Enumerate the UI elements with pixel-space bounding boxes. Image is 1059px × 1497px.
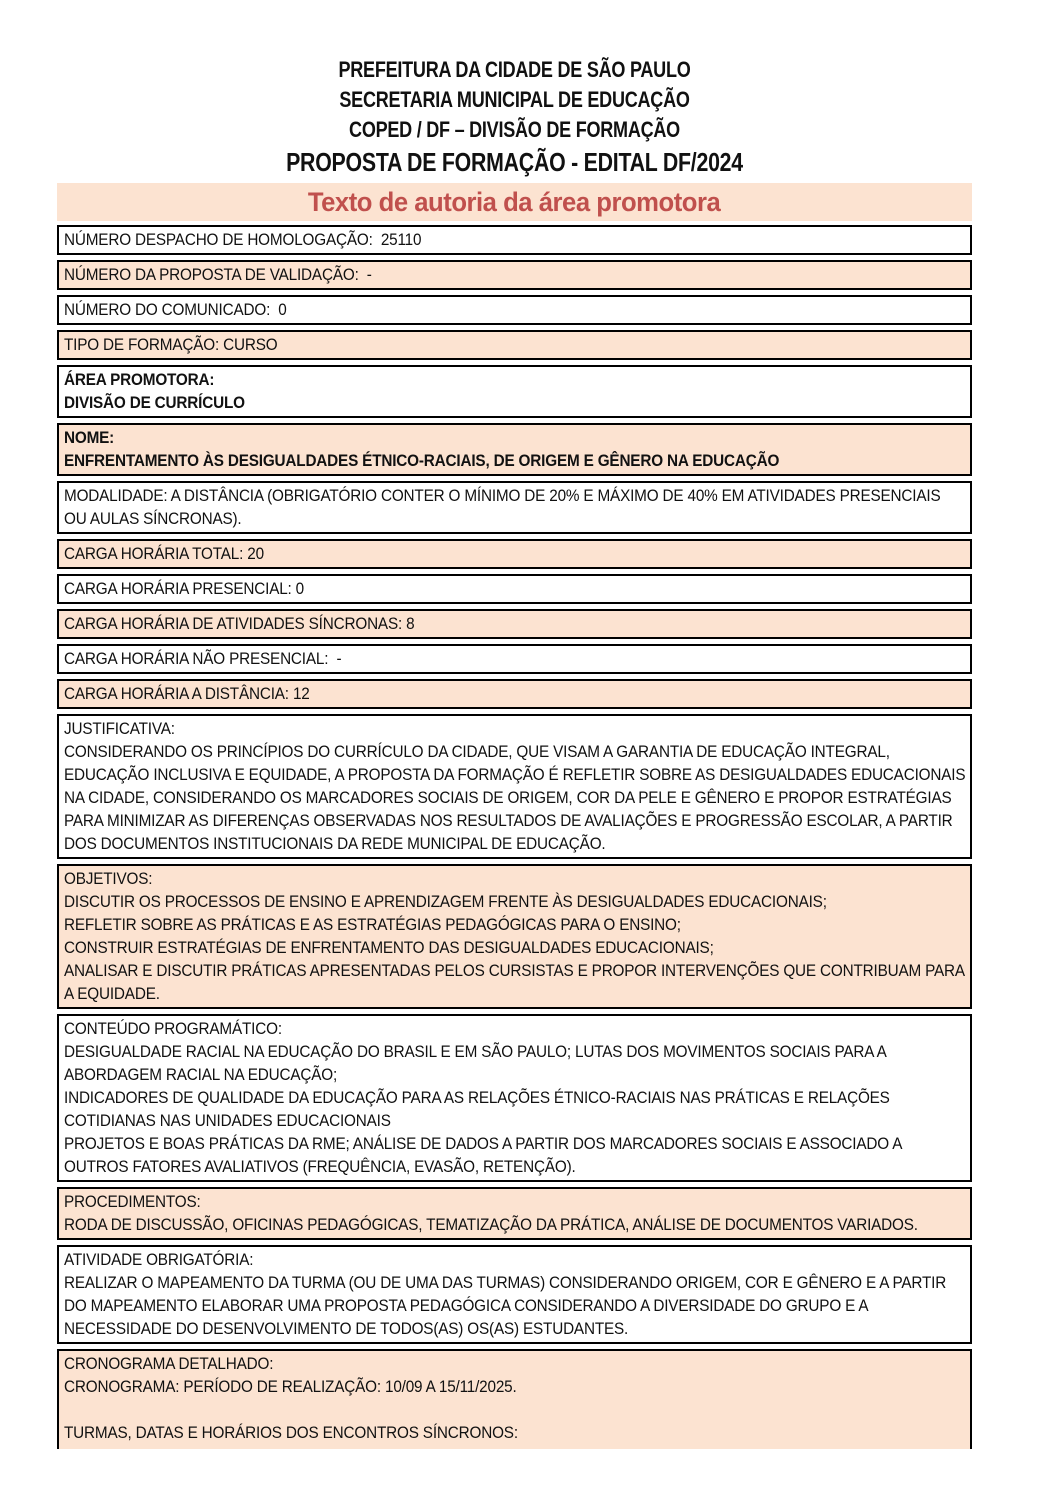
- carga-horaria-sincronas-text: CARGA HORÁRIA DE ATIVIDADES SÍNCRONAS: 8: [64, 614, 415, 633]
- header-line-prefeitura: PREFEITURA DA CIDADE DE SÃO PAULO: [338, 57, 691, 82]
- carga-horaria-presencial-text: CARGA HORÁRIA PRESENCIAL: 0: [64, 579, 305, 598]
- numero-despacho-homologacao-text: NÚMERO DESPACHO DE HOMOLOGAÇÃO: 25110: [64, 230, 422, 249]
- carga-horaria-nao-presencial-text: CARGA HORÁRIA NÃO PRESENCIAL: -: [64, 649, 342, 668]
- carga-horaria-total-row: [57, 539, 972, 569]
- carga-horaria-nao-presencial-row: [57, 644, 972, 674]
- tipo-formacao-text: TIPO DE FORMAÇÃO: CURSO: [64, 335, 278, 354]
- cronograma-detalhado-text: CRONOGRAMA DETALHADO: CRONOGRAMA: PERÍODO DE REALIZAÇÃO: 10/09 A 15/11/2025. TURMAS, DATAS E HORÁRIOS DOS ENCONTROS SÍNCRONOS:: [64, 1354, 518, 1442]
- objetivos-text: OBJETIVOS: DISCUTIR OS PROCESSOS DE ENSINO E APRENDIZAGEM FRENTE ÀS DESIGUALDADES EDUCACIONAIS; REFLETIR SOBRE AS PRÁTICAS E AS ESTRATÉGIAS PEDAGÓGICAS PARA O ENSINO; CONSTRUIR ESTRATÉGIAS DE ENFRENTAMENTO DAS DESIGUALDADES EDUCACIONAIS; ANALISAR E DISCUTIR PRÁTICAS APRESENTADAS PELOS CURSISTAS E PROPOR INTERVENÇÕES QUE CONTRIBUAM PARA A EQUIDADE.: [64, 869, 965, 1003]
- header-line-secretaria: SECRETARIA MUNICIPAL DE EDUCAÇÃO: [339, 87, 690, 112]
- procedimentos-text: PROCEDIMENTOS: RODA DE DISCUSSÃO, OFICINAS PEDAGÓGICAS, TEMATIZAÇÃO DA PRÁTICA, ANÁLISE DE DOCUMENTOS VARIADOS.: [64, 1192, 918, 1234]
- carga-horaria-presencial-row: [57, 574, 972, 604]
- header-line-proposta: PROPOSTA DE FORMAÇÃO - EDITAL DF/2024: [286, 147, 743, 177]
- conteudo-programatico-row: [57, 1014, 972, 1182]
- authorship-banner: [57, 183, 972, 221]
- carga-horaria-sincronas-row: [57, 609, 972, 639]
- modalidade-row: [57, 481, 972, 534]
- cronograma-detalhado-row: [57, 1349, 972, 1449]
- atividade-obrigatoria-text: ATIVIDADE OBRIGATÓRIA: REALIZAR O MAPEAMENTO DA TURMA (OU DE UMA DAS TURMAS) CONSIDERANDO ORIGEM, COR E GÊNERO E A PARTIR DO MAPEAMENTO ELABORAR UMA PROPOSTA PEDAGÓGICA CONSIDERANDO A DIVERSIDADE DO GRUPO E A NECESSIDADE DO DESENVOLVIMENTO DE TODOS(AS) OS(AS) ESTUDANTES.: [64, 1250, 947, 1338]
- area-promotora-row: [57, 365, 972, 418]
- form-rows: [57, 225, 972, 1449]
- numero-proposta-validacao-row: [57, 260, 972, 290]
- carga-horaria-distancia-text: CARGA HORÁRIA A DISTÂNCIA: 12: [64, 684, 310, 703]
- document-header: [139, 0, 889, 179]
- nome-text: NOME: ENFRENTAMENTO ÀS DESIGUALDADES ÉTNICO-RACIAIS, DE ORIGEM E GÊNERO NA EDUCAÇÃO: [64, 428, 780, 470]
- carga-horaria-distancia-row: [57, 679, 972, 709]
- justificativa-row: [57, 714, 972, 859]
- document-body: [57, 0, 972, 1449]
- justificativa-text: JUSTIFICATIVA: CONSIDERANDO OS PRINCÍPIOS DO CURRÍCULO DA CIDADE, QUE VISAM A GARANTIA DE EDUCAÇÃO INTEGRAL, EDUCAÇÃO INCLUSIVA E EQUIDADE, A PROPOSTA DA FORMAÇÃO É REFLETIR SOBRE AS DESIGUALDADES EDUCACIONAIS NA CIDADE, CONSIDERANDO OS MARCADORES SOCIAIS DE ORIGEM, COR DA PELE E GÊNERO E PROPOR ESTRATÉGIAS PARA MINIMIZAR AS DIFERENÇAS OBSERVADAS NOS RESULTADOS DE AVALIAÇÕES E PROGRESSÃO ESCOLAR, A PARTIR DOS DOCUMENTOS INSTITUCIONAIS DA REDE MUNICIPAL DE EDUCAÇÃO.: [64, 719, 966, 853]
- procedimentos-row: [57, 1187, 972, 1240]
- authorship-banner-text: Texto de autoria da área promotora: [308, 187, 721, 217]
- numero-despacho-homologacao-row: [57, 225, 972, 255]
- atividade-obrigatoria-row: [57, 1245, 972, 1344]
- header-line-coped: COPED / DF – DIVISÃO DE FORMAÇÃO: [349, 117, 680, 142]
- numero-comunicado-text: NÚMERO DO COMUNICADO: 0: [64, 300, 287, 319]
- carga-horaria-total-text: CARGA HORÁRIA TOTAL: 20: [64, 544, 264, 563]
- objetivos-row: [57, 864, 972, 1009]
- numero-proposta-validacao-text: NÚMERO DA PROPOSTA DE VALIDAÇÃO: -: [64, 265, 372, 284]
- modalidade-text: MODALIDADE: A DISTÂNCIA (OBRIGATÓRIO CONTER O MÍNIMO DE 20% E MÁXIMO DE 40% EM ATIVIDADES PRESENCIAIS OU AULAS SÍNCRONAS).: [64, 486, 945, 528]
- conteudo-programatico-text: CONTEÚDO PROGRAMÁTICO: DESIGUALDADE RACIAL NA EDUCAÇÃO DO BRASIL E EM SÃO PAULO; LUTAS DOS MOVIMENTOS SOCIAIS PARA A ABORDAGEM RACIAL NA EDUCAÇÃO; INDICADORES DE QUALIDADE DA EDUCAÇÃO PARA AS RELAÇÕES ÉTNICO-RACIAIS NAS PRÁTICAS E RELAÇÕES COTIDIANAS NAS UNIDADES EDUCACIONAIS PROJETOS E BOAS PRÁTICAS DA RME; ANÁLISE DE DADOS A PARTIR DOS MARCADORES SOCIAIS E ASSOCIADO A OUTROS FATORES AVALIATIVOS (FREQUÊNCIA, EVASÃO, RETENÇÃO).: [64, 1019, 902, 1176]
- tipo-formacao-row: [57, 330, 972, 360]
- area-promotora-text: ÁREA PROMOTORA: DIVISÃO DE CURRÍCULO: [64, 370, 245, 412]
- numero-comunicado-row: [57, 295, 972, 325]
- nome-row: [57, 423, 972, 476]
